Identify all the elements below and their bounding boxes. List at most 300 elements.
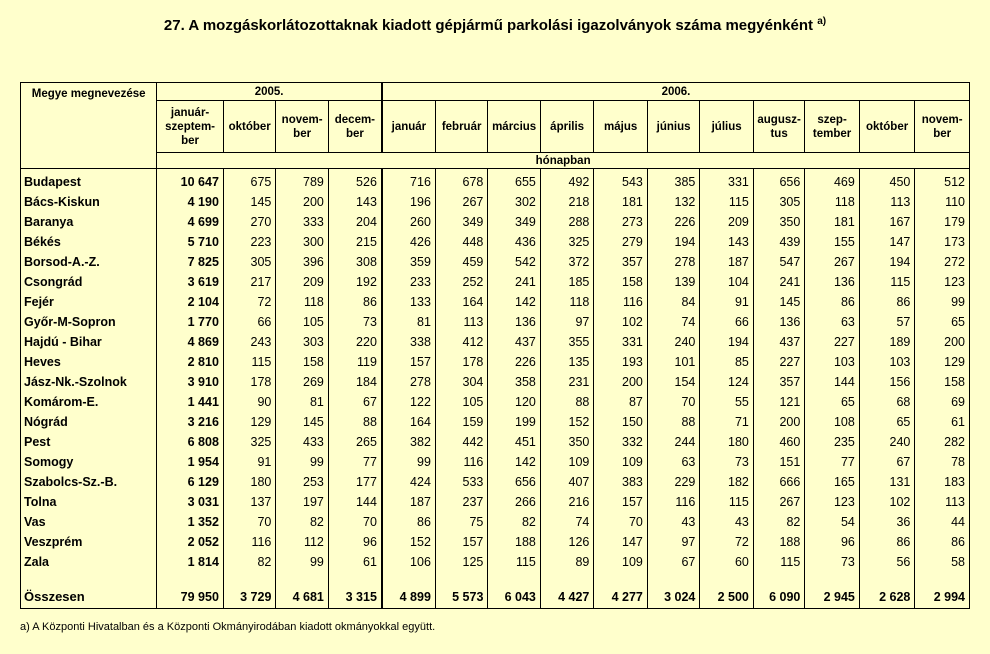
value-cell: 147	[594, 532, 648, 552]
value-cell: 383	[594, 472, 648, 492]
value-cell: 2 500	[700, 586, 754, 609]
table-row	[21, 552, 970, 572]
value-cell: 91	[700, 292, 754, 312]
value-cell: 133	[382, 292, 436, 312]
value-cell: 102	[859, 492, 915, 512]
value-cell: 678	[435, 169, 487, 193]
value-cell: 122	[382, 392, 436, 412]
value-cell: 109	[594, 452, 648, 472]
value-cell: 157	[594, 492, 648, 512]
value-cell: 385	[647, 169, 699, 193]
county-name: Pest	[21, 432, 157, 452]
value-cell: 97	[647, 532, 699, 552]
value-cell: 77	[805, 452, 860, 472]
value-cell: 88	[540, 392, 594, 412]
value-cell: 204	[328, 212, 382, 232]
value-cell: 349	[488, 212, 540, 232]
value-cell: 154	[647, 372, 699, 392]
value-cell: 4 277	[594, 586, 648, 609]
value-cell: 199	[488, 412, 540, 432]
value-cell: 4 699	[157, 212, 224, 232]
value-cell: 84	[647, 292, 699, 312]
value-cell: 118	[805, 192, 860, 212]
value-cell: 196	[382, 192, 436, 212]
value-cell: 442	[435, 432, 487, 452]
table-row	[21, 252, 970, 272]
value-cell: 110	[915, 192, 970, 212]
county-name: Jász-Nk.-Szolnok	[21, 372, 157, 392]
empty-cell	[805, 572, 860, 586]
value-cell: 91	[223, 452, 275, 472]
value-cell: 74	[540, 512, 594, 532]
value-cell: 305	[223, 252, 275, 272]
value-cell: 158	[276, 352, 328, 372]
value-cell: 86	[805, 292, 860, 312]
value-cell: 102	[594, 312, 648, 332]
value-cell: 72	[700, 532, 754, 552]
table-row	[21, 412, 970, 432]
value-cell: 227	[753, 352, 804, 372]
table-row	[21, 292, 970, 312]
value-cell: 279	[594, 232, 648, 252]
value-cell: 116	[594, 292, 648, 312]
value-cell: 3 729	[223, 586, 275, 609]
value-cell: 139	[647, 272, 699, 292]
value-cell: 99	[915, 292, 970, 312]
value-cell: 115	[700, 492, 754, 512]
value-cell: 73	[328, 312, 382, 332]
value-cell: 96	[328, 532, 382, 552]
empty-cell	[488, 572, 540, 586]
value-cell: 4 869	[157, 332, 224, 352]
value-cell: 125	[435, 552, 487, 572]
value-cell: 129	[915, 352, 970, 372]
value-cell: 325	[540, 232, 594, 252]
year-2005-header: 2005.	[157, 83, 382, 101]
value-cell: 157	[382, 352, 436, 372]
value-cell: 123	[915, 272, 970, 292]
value-cell: 152	[382, 532, 436, 552]
value-cell: 209	[700, 212, 754, 232]
value-cell: 7 825	[157, 252, 224, 272]
value-cell: 58	[915, 552, 970, 572]
county-name: Vas	[21, 512, 157, 532]
table-row	[21, 492, 970, 512]
value-cell: 448	[435, 232, 487, 252]
value-cell: 66	[223, 312, 275, 332]
value-cell: 5 573	[435, 586, 487, 609]
value-cell: 82	[753, 512, 804, 532]
empty-cell	[21, 572, 157, 586]
value-cell: 437	[753, 332, 804, 352]
value-cell: 3 315	[328, 586, 382, 609]
value-cell: 86	[859, 292, 915, 312]
value-cell: 181	[594, 192, 648, 212]
value-cell: 77	[328, 452, 382, 472]
value-cell: 124	[700, 372, 754, 392]
value-cell: 65	[859, 412, 915, 432]
value-cell: 412	[435, 332, 487, 352]
value-cell: 231	[540, 372, 594, 392]
value-cell: 157	[435, 532, 487, 552]
value-cell: 144	[328, 492, 382, 512]
month-header-2006: június	[647, 101, 699, 153]
value-cell: 459	[435, 252, 487, 272]
empty-cell	[915, 572, 970, 586]
value-cell: 200	[276, 192, 328, 212]
county-name: Győr-M-Sopron	[21, 312, 157, 332]
value-cell: 144	[805, 372, 860, 392]
value-cell: 333	[276, 212, 328, 232]
value-cell: 96	[805, 532, 860, 552]
value-cell: 266	[488, 492, 540, 512]
value-cell: 241	[488, 272, 540, 292]
month-header-2006: október	[859, 101, 915, 153]
county-name: Budapest	[21, 169, 157, 193]
value-cell: 3 619	[157, 272, 224, 292]
value-cell: 359	[382, 252, 436, 272]
county-name: Nógrád	[21, 412, 157, 432]
empty-cell	[328, 572, 382, 586]
value-cell: 115	[488, 552, 540, 572]
county-name: Összesen	[21, 586, 157, 609]
value-cell: 159	[435, 412, 487, 432]
month-header-2006: novem-ber	[915, 101, 970, 153]
county-name: Tolna	[21, 492, 157, 512]
value-cell: 6 129	[157, 472, 224, 492]
value-cell: 4 427	[540, 586, 594, 609]
county-name: Heves	[21, 352, 157, 372]
value-cell: 106	[382, 552, 436, 572]
value-cell: 99	[276, 452, 328, 472]
value-cell: 70	[328, 512, 382, 532]
value-cell: 88	[647, 412, 699, 432]
value-cell: 164	[382, 412, 436, 432]
value-cell: 54	[805, 512, 860, 532]
table-row	[21, 312, 970, 332]
value-cell: 188	[488, 532, 540, 552]
value-cell: 113	[915, 492, 970, 512]
empty-cell	[382, 572, 436, 586]
value-cell: 4 899	[382, 586, 436, 609]
value-cell: 74	[647, 312, 699, 332]
empty-cell	[276, 572, 328, 586]
year-2006-header: 2006.	[382, 83, 970, 101]
value-cell: 2 104	[157, 292, 224, 312]
value-cell: 4 681	[276, 586, 328, 609]
value-cell: 436	[488, 232, 540, 252]
value-cell: 2 052	[157, 532, 224, 552]
value-cell: 469	[805, 169, 860, 193]
value-cell: 331	[700, 169, 754, 193]
value-cell: 109	[540, 452, 594, 472]
value-cell: 325	[223, 432, 275, 452]
county-name: Bács-Kiskun	[21, 192, 157, 212]
value-cell: 229	[647, 472, 699, 492]
table-row	[21, 232, 970, 252]
county-name: Zala	[21, 552, 157, 572]
empty-cell	[435, 572, 487, 586]
value-cell: 355	[540, 332, 594, 352]
empty-cell	[594, 572, 648, 586]
county-name: Fejér	[21, 292, 157, 312]
table-row	[21, 392, 970, 412]
value-cell: 75	[435, 512, 487, 532]
value-cell: 218	[540, 192, 594, 212]
value-cell: 1 954	[157, 452, 224, 472]
value-cell: 187	[700, 252, 754, 272]
county-name: Veszprém	[21, 532, 157, 552]
value-cell: 165	[805, 472, 860, 492]
value-cell: 533	[435, 472, 487, 492]
value-cell: 178	[435, 352, 487, 372]
table-row	[21, 332, 970, 352]
value-cell: 332	[594, 432, 648, 452]
value-cell: 136	[753, 312, 804, 332]
value-cell: 135	[540, 352, 594, 372]
value-cell: 63	[647, 452, 699, 472]
month-header-2005: október	[223, 101, 275, 153]
value-cell: 194	[647, 232, 699, 252]
value-cell: 81	[382, 312, 436, 332]
value-cell: 118	[540, 292, 594, 312]
value-cell: 82	[276, 512, 328, 532]
value-cell: 72	[223, 292, 275, 312]
value-cell: 227	[805, 332, 860, 352]
empty-cell	[540, 572, 594, 586]
value-cell: 63	[805, 312, 860, 332]
parking-permits-table	[20, 82, 970, 609]
value-cell: 105	[276, 312, 328, 332]
value-cell: 226	[488, 352, 540, 372]
value-cell: 97	[540, 312, 594, 332]
county-name: Békés	[21, 232, 157, 252]
month-header-2006: május	[594, 101, 648, 153]
value-cell: 675	[223, 169, 275, 193]
value-cell: 543	[594, 169, 648, 193]
value-cell: 6 043	[488, 586, 540, 609]
value-cell: 303	[276, 332, 328, 352]
table-row	[21, 352, 970, 372]
value-cell: 450	[859, 169, 915, 193]
table-row	[21, 272, 970, 292]
value-cell: 666	[753, 472, 804, 492]
value-cell: 240	[647, 332, 699, 352]
value-cell: 237	[435, 492, 487, 512]
value-cell: 158	[594, 272, 648, 292]
month-header-2006: január	[382, 101, 436, 153]
value-cell: 426	[382, 232, 436, 252]
value-cell: 43	[647, 512, 699, 532]
value-cell: 99	[382, 452, 436, 472]
value-cell: 185	[540, 272, 594, 292]
table-row	[21, 212, 970, 232]
value-cell: 265	[328, 432, 382, 452]
value-cell: 73	[700, 452, 754, 472]
value-cell: 129	[223, 412, 275, 432]
value-cell: 331	[594, 332, 648, 352]
value-cell: 88	[328, 412, 382, 432]
value-cell: 89	[540, 552, 594, 572]
value-cell: 143	[700, 232, 754, 252]
value-cell: 61	[915, 412, 970, 432]
empty-cell	[753, 572, 804, 586]
empty-cell	[859, 572, 915, 586]
value-cell: 113	[435, 312, 487, 332]
value-cell: 189	[859, 332, 915, 352]
value-cell: 44	[915, 512, 970, 532]
value-cell: 137	[223, 492, 275, 512]
month-header-2005: novem-ber	[276, 101, 328, 153]
value-cell: 267	[805, 252, 860, 272]
value-cell: 5 710	[157, 232, 224, 252]
value-cell: 81	[276, 392, 328, 412]
value-cell: 305	[753, 192, 804, 212]
value-cell: 173	[915, 232, 970, 252]
value-cell: 90	[223, 392, 275, 412]
value-cell: 119	[328, 352, 382, 372]
value-cell: 407	[540, 472, 594, 492]
value-cell: 158	[915, 372, 970, 392]
month-header-2006: szep-tember	[805, 101, 860, 153]
value-cell: 145	[276, 412, 328, 432]
value-cell: 3 031	[157, 492, 224, 512]
value-cell: 240	[859, 432, 915, 452]
value-cell: 194	[859, 252, 915, 272]
value-cell: 150	[594, 412, 648, 432]
value-cell: 65	[805, 392, 860, 412]
total-row	[21, 586, 970, 609]
value-cell: 104	[700, 272, 754, 292]
value-cell: 226	[647, 212, 699, 232]
value-cell: 358	[488, 372, 540, 392]
value-cell: 10 647	[157, 169, 224, 193]
value-cell: 304	[435, 372, 487, 392]
county-name: Hajdú - Bihar	[21, 332, 157, 352]
value-cell: 180	[223, 472, 275, 492]
value-cell: 67	[328, 392, 382, 412]
value-cell: 396	[276, 252, 328, 272]
value-cell: 526	[328, 169, 382, 193]
value-cell: 120	[488, 392, 540, 412]
table-row	[21, 169, 970, 193]
value-cell: 1 441	[157, 392, 224, 412]
value-cell: 6 808	[157, 432, 224, 452]
value-cell: 188	[753, 532, 804, 552]
value-cell: 86	[328, 292, 382, 312]
value-cell: 789	[276, 169, 328, 193]
month-header-2005: január-szeptem-ber	[157, 101, 224, 153]
table-row	[21, 432, 970, 452]
value-cell: 180	[700, 432, 754, 452]
value-cell: 3 910	[157, 372, 224, 392]
county-name: Somogy	[21, 452, 157, 472]
value-cell: 716	[382, 169, 436, 193]
value-cell: 123	[805, 492, 860, 512]
value-cell: 178	[223, 372, 275, 392]
value-cell: 350	[753, 212, 804, 232]
value-cell: 177	[328, 472, 382, 492]
value-cell: 267	[435, 192, 487, 212]
value-cell: 278	[382, 372, 436, 392]
empty-cell	[647, 572, 699, 586]
value-cell: 451	[488, 432, 540, 452]
value-cell: 1 770	[157, 312, 224, 332]
value-cell: 308	[328, 252, 382, 272]
value-cell: 2 945	[805, 586, 860, 609]
value-cell: 132	[647, 192, 699, 212]
value-cell: 1 814	[157, 552, 224, 572]
value-cell: 244	[647, 432, 699, 452]
value-cell: 116	[647, 492, 699, 512]
value-cell: 270	[223, 212, 275, 232]
county-name: Komárom-E.	[21, 392, 157, 412]
value-cell: 216	[540, 492, 594, 512]
value-cell: 382	[382, 432, 436, 452]
value-cell: 60	[700, 552, 754, 572]
value-cell: 67	[647, 552, 699, 572]
value-cell: 136	[805, 272, 860, 292]
value-cell: 156	[859, 372, 915, 392]
value-cell: 115	[223, 352, 275, 372]
value-cell: 70	[647, 392, 699, 412]
value-cell: 116	[223, 532, 275, 552]
county-name: Csongrád	[21, 272, 157, 292]
county-name: Szabolcs-Sz.-B.	[21, 472, 157, 492]
value-cell: 372	[540, 252, 594, 272]
value-cell: 6 090	[753, 586, 804, 609]
value-cell: 73	[805, 552, 860, 572]
value-cell: 300	[276, 232, 328, 252]
value-cell: 142	[488, 292, 540, 312]
month-header-2006: április	[540, 101, 594, 153]
spacer-row	[21, 572, 970, 586]
unit-header: hónapban	[157, 153, 970, 169]
value-cell: 215	[328, 232, 382, 252]
value-cell: 272	[915, 252, 970, 272]
value-cell: 142	[488, 452, 540, 472]
value-cell: 439	[753, 232, 804, 252]
table-title	[0, 16, 990, 34]
value-cell: 66	[700, 312, 754, 332]
value-cell: 61	[328, 552, 382, 572]
table-row	[21, 472, 970, 492]
value-cell: 155	[805, 232, 860, 252]
value-cell: 65	[915, 312, 970, 332]
table-row	[21, 532, 970, 552]
value-cell: 109	[594, 552, 648, 572]
value-cell: 70	[594, 512, 648, 532]
value-cell: 86	[382, 512, 436, 532]
value-cell: 131	[859, 472, 915, 492]
value-cell: 269	[276, 372, 328, 392]
value-cell: 241	[753, 272, 804, 292]
value-cell: 99	[276, 552, 328, 572]
value-cell: 86	[915, 532, 970, 552]
value-cell: 460	[753, 432, 804, 452]
value-cell: 43	[700, 512, 754, 532]
value-cell: 115	[859, 272, 915, 292]
value-cell: 67	[859, 452, 915, 472]
value-cell: 183	[915, 472, 970, 492]
value-cell: 209	[276, 272, 328, 292]
value-cell: 656	[753, 169, 804, 193]
value-cell: 433	[276, 432, 328, 452]
empty-cell	[223, 572, 275, 586]
value-cell: 2 810	[157, 352, 224, 372]
value-cell: 243	[223, 332, 275, 352]
value-cell: 357	[594, 252, 648, 272]
